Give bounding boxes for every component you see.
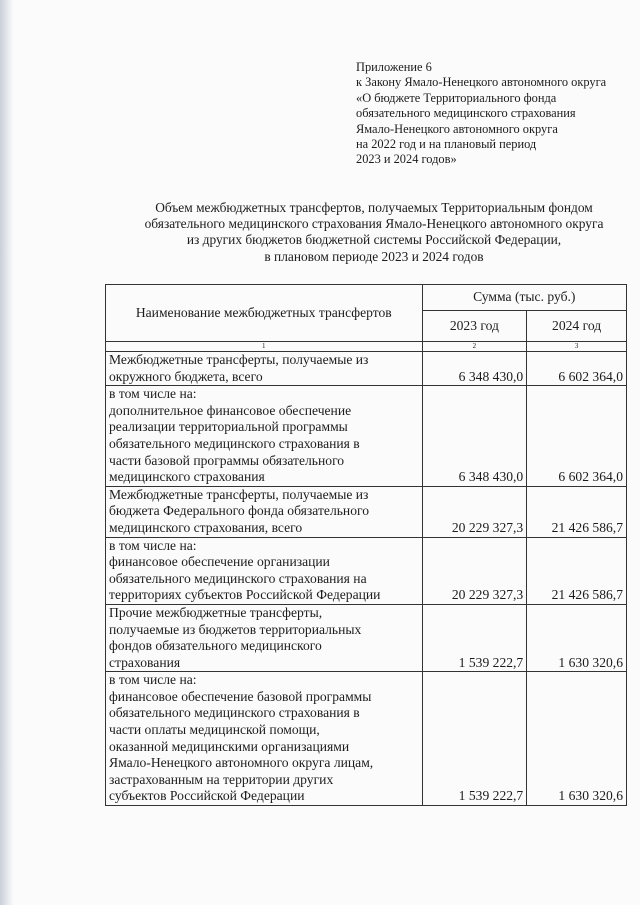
row-label-line: финансовое обеспечение организации	[109, 554, 330, 570]
row-label-line: субъектов Российской Федерации	[109, 788, 305, 804]
value-2023: 6 348 430,0	[422, 386, 527, 487]
value-2024: 21 426 586,7	[527, 486, 627, 537]
row-label-line: Межбюджетные трансферты, получаемые из	[109, 486, 369, 502]
appendix-line: «О бюджете Территориального фонда	[356, 90, 557, 105]
header-sum: Сумма (тыс. руб.)	[422, 285, 626, 311]
value-2024: 1 630 320,6	[527, 672, 627, 806]
header-year-2023: 2023 год	[422, 311, 527, 342]
row-label	[106, 386, 423, 487]
value-2024: 6 602 364,0	[527, 386, 627, 487]
row-label-line: застрахованным на территории других	[109, 771, 334, 787]
appendix-note	[356, 60, 606, 168]
row-label-line: страхования	[109, 654, 181, 670]
document-title	[100, 200, 640, 265]
row-label-line: в том числе на:	[109, 386, 197, 402]
row-label-line: бюджета Федерального фонда обязательного	[109, 503, 370, 519]
table-row	[106, 537, 627, 604]
value-2024: 1 630 320,6	[527, 604, 627, 671]
appendix-line: Ямало-Ненецкого автономного округа	[356, 121, 558, 136]
row-label	[106, 604, 423, 671]
appendix-line: обязательного медицинского страхования	[356, 106, 576, 121]
title-line: Объем межбюджетных трансфертов, получаемых Территориальным фондом	[155, 200, 593, 215]
value-2023: 1 539 222,7	[422, 604, 527, 671]
row-label-line: получаемые из бюджетов территориальных	[109, 621, 362, 637]
appendix-line: к Закону Ямало-Ненецкого автономного округа	[356, 75, 607, 90]
row-label-line: в том числе на:	[109, 672, 197, 688]
value-2024: 6 602 364,0	[527, 352, 627, 386]
table-row	[106, 604, 627, 671]
table-row	[106, 386, 627, 487]
column-number: 1	[106, 342, 423, 352]
appendix-line: 2023 и 2024 годов»	[356, 152, 457, 167]
column-number-row	[106, 342, 627, 352]
row-label-line: в том числе на:	[109, 537, 197, 553]
value-2023: 6 348 430,0	[422, 352, 527, 386]
row-label-line: фондов обязательного медицинского	[109, 638, 322, 654]
value-2024: 21 426 586,7	[527, 537, 627, 604]
row-label-line: оказанной медицинскими организациями	[109, 738, 350, 754]
row-label-line: обязательного медицинского страхования на	[109, 570, 367, 586]
title-line: в плановом периоде 2023 и 2024 годов	[264, 248, 484, 264]
row-label-line: окружного бюджета, всего	[109, 368, 263, 384]
title-line: обязательного медицинского страхования Ямало-Ненецкого автономного округа	[144, 216, 604, 232]
table-body	[106, 352, 627, 806]
row-label	[106, 352, 423, 386]
column-number: 3	[527, 342, 627, 352]
scan-left-edge	[0, 0, 14, 905]
row-label-line: обязательного медицинского страхования в	[109, 435, 360, 451]
row-label	[106, 672, 423, 806]
appendix-line: Приложение 6	[356, 60, 432, 74]
value-2023: 20 229 327,3	[422, 486, 527, 537]
row-label-line: дополнительное финансовое обеспечение	[109, 402, 352, 418]
row-label-line: Прочие межбюджетные трансферты,	[109, 604, 323, 620]
row-label-line: части базовой программы обязательного	[109, 452, 345, 468]
row-label-line: медицинского страхования, всего	[109, 519, 303, 535]
row-label	[106, 537, 423, 604]
row-label-line: Ямало-Ненецкого автономного округа лицам,	[109, 755, 374, 771]
table-row	[106, 486, 627, 537]
value-2023: 20 229 327,3	[422, 537, 527, 604]
row-label-line: медицинского страхования	[109, 469, 265, 485]
row-label-line: территориях субъектов Российской Федерации	[109, 587, 381, 603]
value-2023: 1 539 222,7	[422, 672, 527, 806]
row-label-line: реализации территориальной программы	[109, 419, 348, 435]
row-label-line: финансовое обеспечение базовой программы	[109, 688, 372, 704]
row-label	[106, 486, 423, 537]
table-row	[106, 352, 627, 386]
appendix-line: на 2022 год и на плановый период	[356, 137, 537, 152]
column-number: 2	[422, 342, 527, 352]
header-name: Наименование межбюджетных трансфертов	[106, 285, 423, 342]
title-line: из других бюджетов бюджетной системы Российской Федерации,	[186, 232, 562, 248]
row-label-line: части оплаты медицинской помощи,	[109, 722, 320, 738]
transfers-table	[105, 284, 627, 806]
row-label-line: обязательного медицинского страхования в	[109, 705, 360, 721]
header-year-2024: 2024 год	[527, 311, 627, 342]
table-row	[106, 672, 627, 806]
row-label-line: Межбюджетные трансферты, получаемые из	[109, 352, 369, 367]
